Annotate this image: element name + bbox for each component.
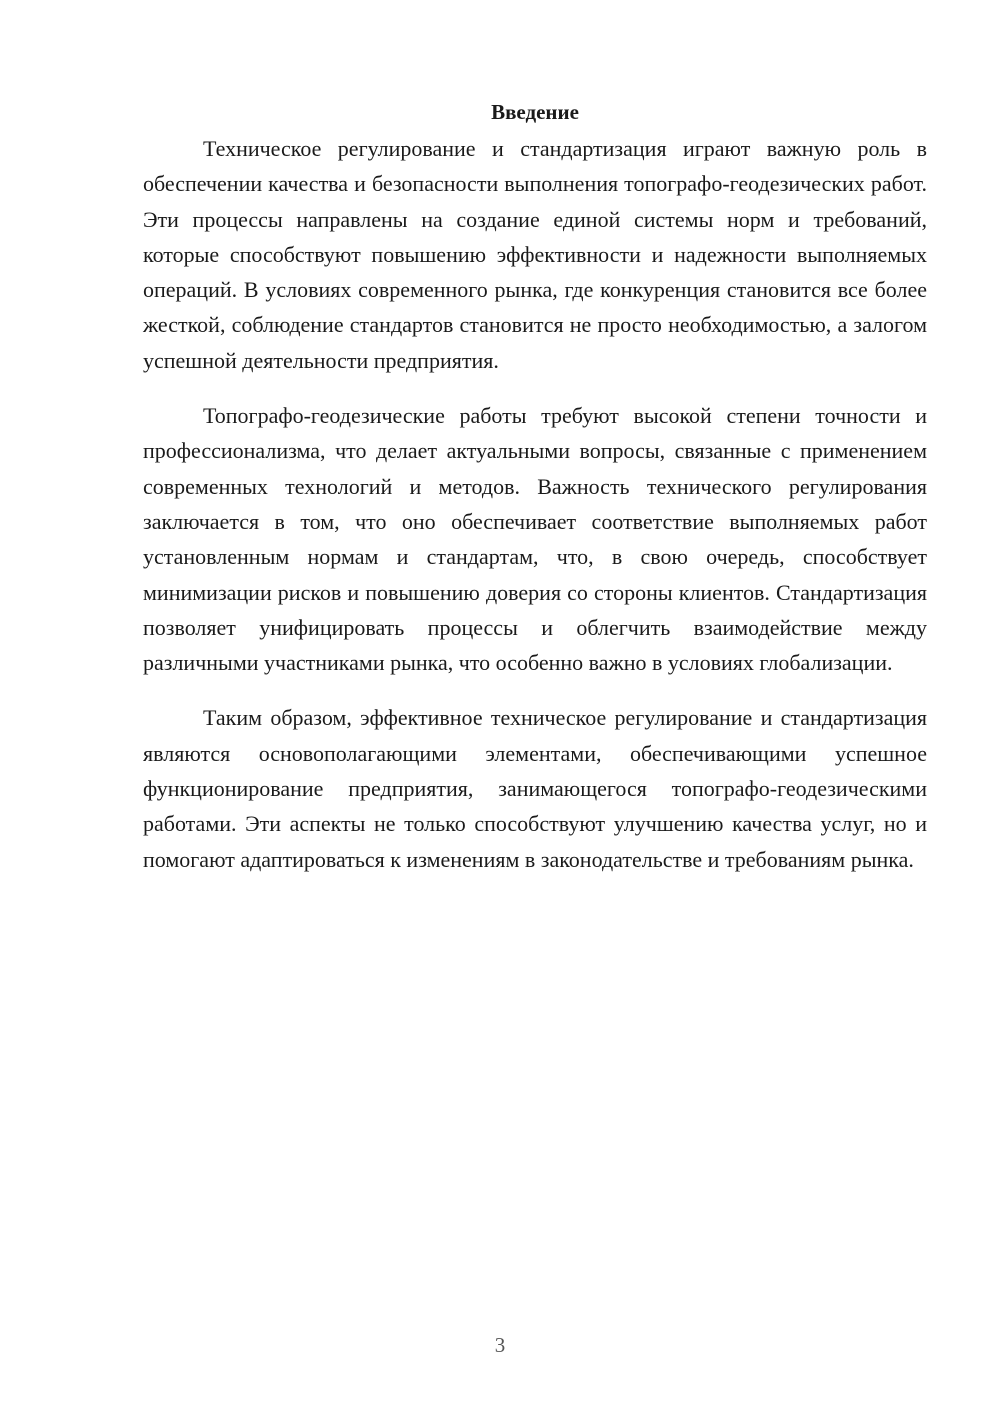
paragraph-3: Таким образом, эффективное техническое регулирование и стандартизация являются основополагающими элементами, обеспечивающими успешное функционирование предприятия, занимающегося топографо-геодезическими работами. Эти аспекты не только способствуют улучшению качества услуг, но и помогают адаптироваться к изменениям в законодательстве и требованиям рынка. — [143, 705, 927, 872]
page-content — [143, 96, 927, 897]
page-number: 3 — [494, 1333, 506, 1357]
section-title: Введение — [491, 100, 579, 124]
paragraph-1: Техническое регулирование и стандартизация играют важную роль в обеспечении качества и безопасности выполнения топографо-геодезических работ. Эти процессы направлены на создание единой системы норм и требований, которые способствуют повышению эффективности и надежности выполняемых операций. В условиях современного рынка, где конкуренция становится все более жесткой, соблюдение стандартов становится не просто необходимостью, а залогом успешной деятельности предприятия. — [143, 136, 927, 373]
paragraph-2: Топографо-геодезические работы требуют высокой степени точности и профессионализма, что делает актуальными вопросы, связанные с применением современных технологий и методов. Важность технического регулирования заключается в том, что оно обеспечивает соответствие выполняемых работ установленным нормам и стандартам, что, в свою очередь, способствует минимизации рисков и повышению доверия со стороны клиентов. Стандартизация позволяет унифицировать процессы и облегчить взаимодействие между различными участниками рынка, что особенно важно в условиях глобализации. — [143, 403, 927, 676]
